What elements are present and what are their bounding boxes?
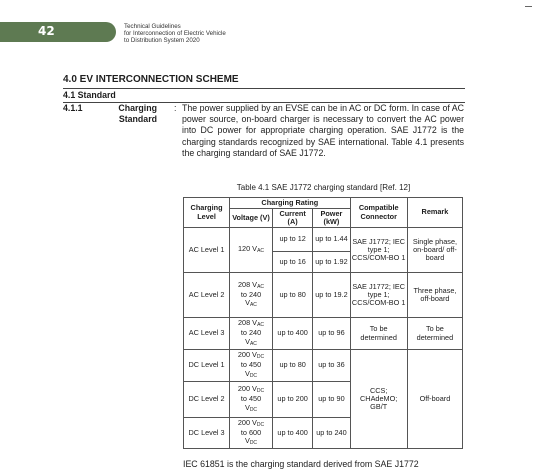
header-current: Current (A) [272,209,313,228]
cell-power: up to 19.2 [313,273,350,318]
item-paragraph: The power supplied by an EVSE can be in AC or DC form. In case of AC power source, on-board charger is necessary to convert the AC power into DC power for appropriate charging operation. SAE J1772 is the charging standards recognized by SAE international. Table 4.1 presents the charging standard of SAE J1772. [182,103,464,158]
table-row [184,318,463,350]
cell-connector: To be determined [350,318,407,350]
table-caption: Table 4.1 SAE J1772 charging standard [Ref. 12] [236,183,411,192]
cell-power: up to 90 [313,382,350,418]
page-number: 42 [38,24,55,38]
cell-power: up to 240 [313,418,350,449]
subsection-title: 4.1 Standard [63,90,465,103]
charging-standard-table [183,197,463,449]
top-edge-dash [525,6,532,7]
cell-connector: CCS; CHAdeMO; GB/T [350,350,407,449]
cell-current: up to 80 [272,273,313,318]
cell-current: up to 16 [272,252,313,273]
header-charging-level: Charging Level [184,198,230,228]
cell-voltage: 120 $V_{AC}$ [230,228,273,273]
table-row [184,273,463,318]
cell-remark: Off-board [407,350,462,449]
cell-level: AC Level 2 [184,273,230,318]
cell-voltage: 200 $V_{DC}$ to 450 $V_{DC}$ [230,350,273,382]
cell-remark: To be determined [407,318,462,350]
cell-voltage: 208 $V_{AC}$ to 240 $V_{AC}$ [230,318,273,350]
cell-voltage: 200 $V_{DC}$ to 600 $V_{DC}$ [230,418,273,449]
header-voltage: Voltage (V) [230,209,273,228]
cell-power: up to 1.92 [313,252,350,273]
item-number: 4.1.1 [63,103,83,113]
cell-current: up to 400 [272,418,313,449]
cell-power: up to 96 [313,318,350,350]
header-power: Power (kW) [313,209,350,228]
cell-power: up to 1.44 [313,228,350,252]
page-number-tab [0,22,116,42]
cell-power: up to 36 [313,350,350,382]
cell-remark: Single phase, on-board/ off-board [407,228,462,273]
item-title: Charging Standard [118,103,157,125]
section-title: 4.0 EV INTERCONNECTION SCHEME [63,74,465,89]
cell-current: up to 200 [272,382,313,418]
cell-current: up to 400 [272,318,313,350]
running-header-line-2: for Interconnection of Electric Vehicle [124,29,226,37]
cell-connector: SAE J1772; IEC type 1; CCS/COM-BO 1 [350,273,407,318]
running-header [124,24,226,44]
cell-current: up to 12 [272,228,313,252]
table-row [184,228,463,252]
cell-level: AC Level 3 [184,318,230,350]
cell-remark: Three phase, off-board [407,273,462,318]
item-colon: : [174,103,177,113]
cell-voltage: 208 $V_{AC}$ to 240 $V_{AC}$ [230,273,273,318]
cell-level: DC Level 3 [184,418,230,449]
footer-paragraph: IEC 61851 is the charging standard derived from SAE J1772 [183,459,419,469]
cell-level: AC Level 1 [184,228,230,273]
cell-voltage: 200 $V_{DC}$ to 450 $V_{DC}$ [230,382,273,418]
running-header-line-1: Technical Guidelines [124,23,181,30]
header-charging-rating: Charging Rating [230,198,350,209]
cell-current: up to 80 [272,350,313,382]
cell-level: DC Level 2 [184,382,230,418]
header-remark: Remark [407,198,462,228]
header-compatible-connector: Compatible Connector [350,198,407,228]
running-header-line-3: to Distribution System 2020 [124,36,200,44]
cell-level: DC Level 1 [184,350,230,382]
table-row [184,350,463,382]
cell-connector: SAE J1772; IEC type 1; CCS/COM-BO 1 [350,228,407,273]
